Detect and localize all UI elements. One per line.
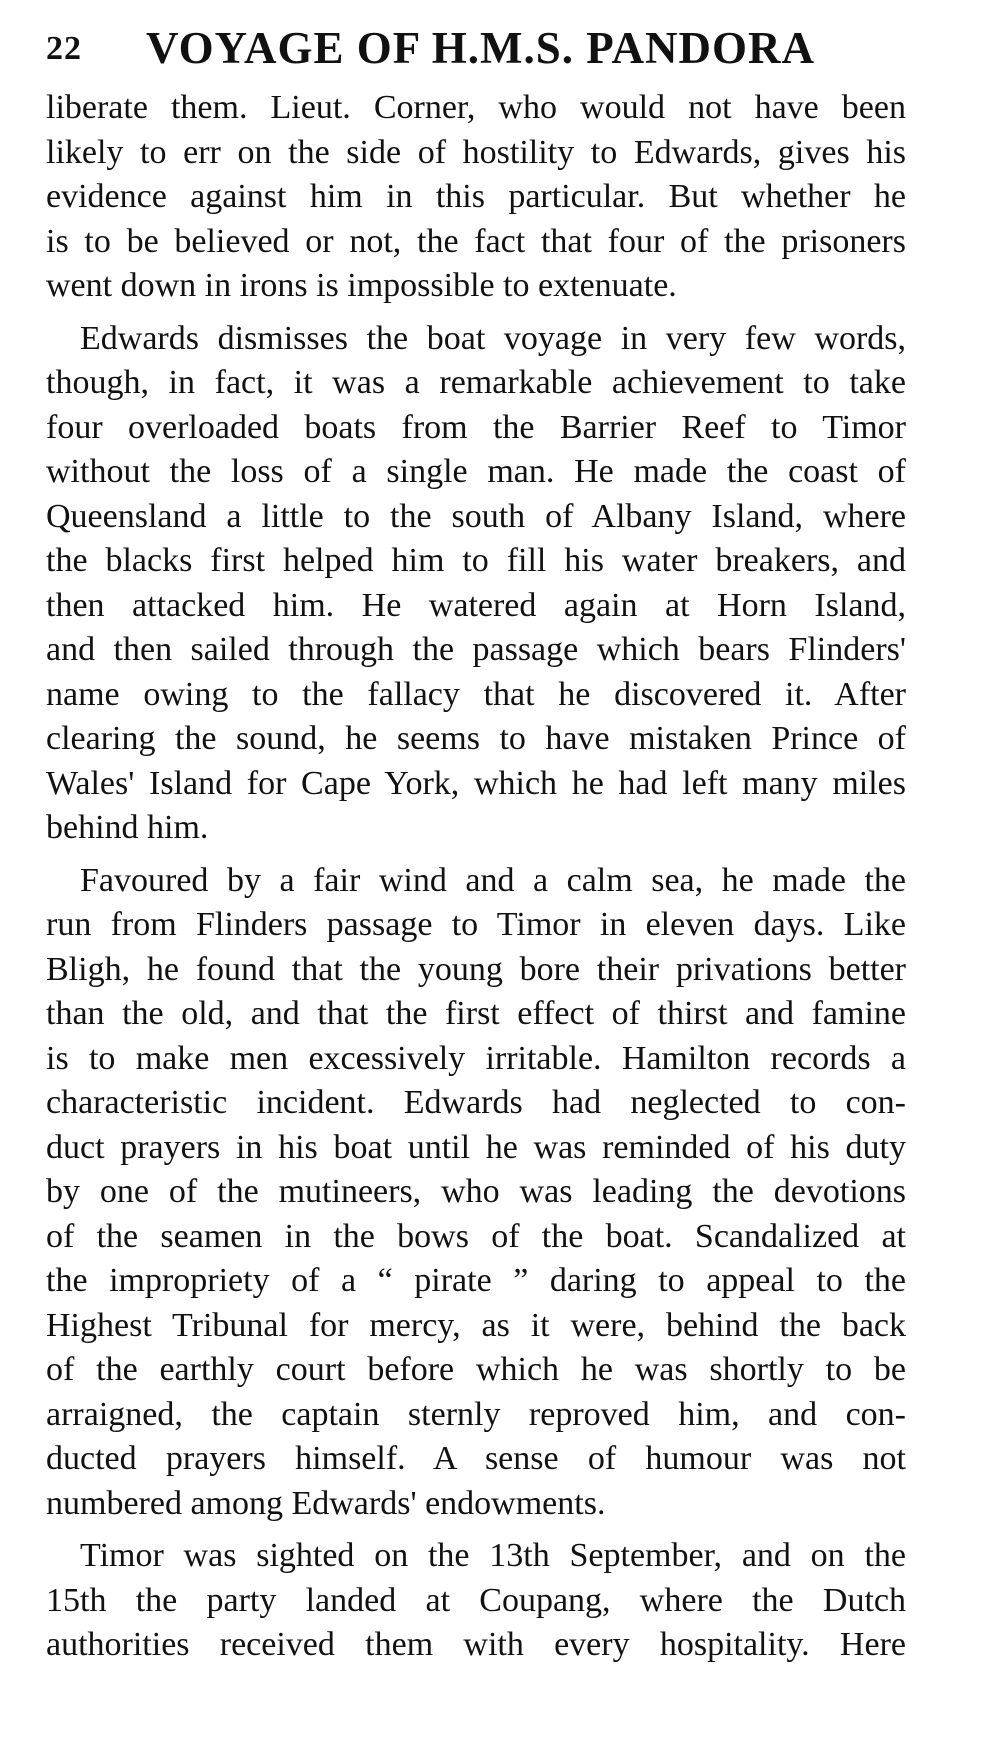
- text-line: behind him.: [46, 809, 209, 846]
- text-line: without the loss of a single man. He made the coast of: [46, 453, 906, 490]
- text-line: the impropriety of a “ pirate ” daring to appeal to the: [46, 1262, 906, 1299]
- paragraph-2: [46, 317, 906, 851]
- text-line: evidence against him in this particular. But whether he: [46, 178, 906, 215]
- text-line: ducted prayers himself. A sense of humour was not: [46, 1440, 906, 1477]
- text-line: of the earthly court before which he was shortly to be: [46, 1351, 906, 1388]
- text-line: than the old, and that the first effect of thirst and famine: [46, 995, 906, 1032]
- text-line: name owing to the fallacy that he discovered it. After: [46, 675, 906, 713]
- text-line: Wales' Island for Cape York, which he had left many miles: [46, 764, 906, 802]
- text-line: went down in irons is impossible to extenuate.: [46, 267, 677, 304]
- text-line: is to make men excessively irritable. Hamilton records a: [46, 1039, 906, 1077]
- text-line: Highest Tribunal for mercy, as it were, behind the back: [46, 1306, 906, 1344]
- text-line: characteristic incident. Edwards had neglected to con-: [46, 1084, 906, 1121]
- running-head: [46, 22, 906, 78]
- text-line: of the seamen in the bows of the boat. Scandalized at: [46, 1217, 906, 1255]
- text-line: run from Flinders passage to Timor in eleven days. Like: [46, 906, 906, 943]
- page-number: 22: [46, 30, 82, 67]
- body-text: [46, 86, 906, 1668]
- text-line: likely to err on the side of hostility to Edwards, gives his: [46, 133, 906, 171]
- text-line: Timor was sighted on the 13th September, and on the: [80, 1537, 906, 1574]
- paragraph-1: [46, 86, 906, 309]
- text-line: though, in fact, it was a remarkable achievement to take: [46, 364, 906, 401]
- text-line: clearing the sound, he seems to have mistaken Prince of: [46, 720, 906, 757]
- text-line: authorities received them with every hospitality. Here: [46, 1626, 906, 1663]
- text-line: is to be believed or not, the fact that four of the prisoners: [46, 222, 906, 260]
- text-line: Favoured by a fair wind and a calm sea, he made the: [80, 861, 906, 899]
- text-line: the blacks first helped him to fill his water breakers, and: [46, 542, 906, 579]
- text-line: duct prayers in his boat until he was reminded of his duty: [46, 1128, 906, 1166]
- paragraph-3: [46, 859, 906, 1527]
- text-line: Bligh, he found that the young bore their privations better: [46, 950, 906, 988]
- text-line: by one of the mutineers, who was leading the devotions: [46, 1173, 906, 1210]
- text-line: numbered among Edwards' endowments.: [46, 1484, 606, 1522]
- text-line: four overloaded boats from the Barrier Reef to Timor: [46, 408, 906, 446]
- paragraph-4: [46, 1534, 906, 1668]
- text-line: Queensland a little to the south of Albany Island, where: [46, 497, 906, 535]
- text-line: 15th the party landed at Coupang, where the Dutch: [46, 1581, 906, 1619]
- text-line: and then sailed through the passage which bears Flinders': [46, 631, 906, 668]
- text-line: then attacked him. He watered again at Horn Island,: [46, 586, 906, 624]
- text-line: arraigned, the captain sternly reproved him, and con-: [46, 1395, 906, 1433]
- book-title: VOYAGE OF H.M.S. PANDORA: [146, 23, 815, 73]
- text-line: Edwards dismisses the boat voyage in very few words,: [80, 319, 906, 357]
- text-line: liberate them. Lieut. Corner, who would not have been: [46, 89, 906, 126]
